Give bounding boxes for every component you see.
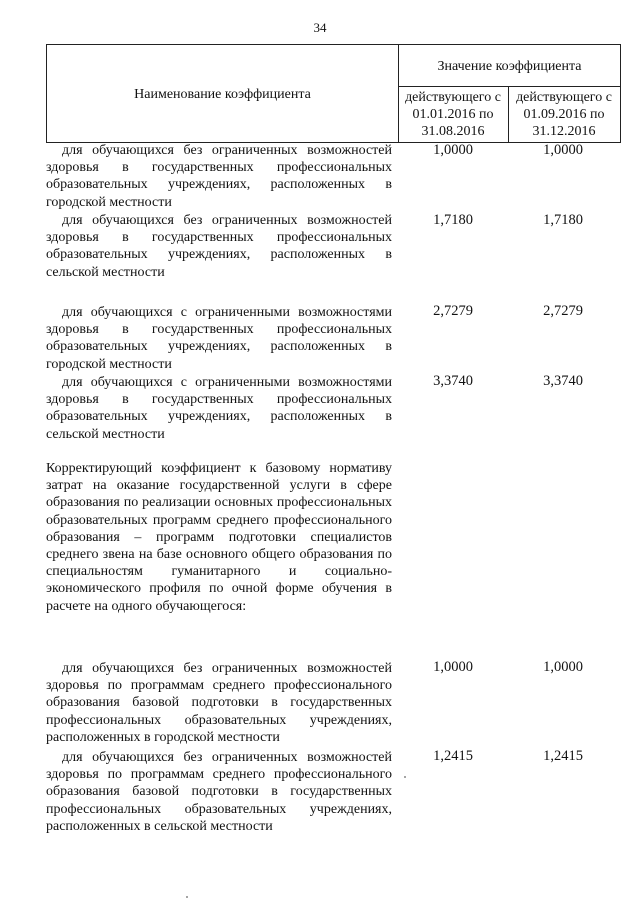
section-heading: Корректирующий коэффициент к базовому нормативу затрат на оказание государственной услуги в сфере образования по реализации основных профессиональных образовательных программ среднего профессионального образования – программ подготовки специалистов среднего звена на базе основного общего образования по специальностям гуманитарного и социально-экономического профиля по очной форме обучения в расчете на одного обучающегося: (46, 461, 392, 614)
row-name-4: для обучающихся с ограниченными возможностями здоровья в государственных профессиональных образовательных учреждениях, расположенных в сельской местности (46, 375, 392, 442)
row-name-3: для обучающихся с ограниченными возможностями здоровья в государственных профессиональных образовательных учреждениях, расположенных в городской местности (46, 305, 392, 372)
header-sub-col-1: действующего с 01.01.2016 по 31.08.2016 (405, 90, 501, 139)
header-sub-col-2: действующего с 01.09.2016 по 31.12.2016 (516, 90, 612, 139)
table-sub-col-border (508, 86, 509, 143)
row-name-6: для обучающихся без ограниченных возможностей здоровья по программам среднего профессионального образования базовой подготовки в государственных профессиональных образовательных учреждениях, расположенных в сельской местности (46, 750, 392, 834)
row-value-4b: 3,3740 (543, 373, 583, 389)
row-value-3a: 2,7279 (433, 303, 473, 319)
row-value-6a: 1,2415 (433, 748, 473, 764)
row-value-2b: 1,7180 (543, 212, 583, 228)
row-value-3b: 2,7279 (543, 303, 583, 319)
row-value-2a: 1,7180 (433, 212, 473, 228)
row-name-1: для обучающихся без ограниченных возможностей здоровья в государственных профессиональных образовательных учреждениях, расположенных в городской местности (46, 143, 392, 210)
page-number: 34 (313, 20, 327, 35)
row-value-1b: 1,0000 (543, 142, 583, 158)
row-value-5b: 1,0000 (543, 659, 583, 675)
row-name-2: для обучающихся без ограниченных возможностей здоровья в государственных профессиональных образовательных учреждениях, расположенных в сельской местности (46, 213, 392, 280)
header-value-col: Значение коэффициента (437, 59, 582, 74)
scan-speck (186, 896, 188, 898)
row-value-4a: 3,3740 (433, 373, 473, 389)
scan-speck (404, 776, 406, 778)
row-value-6b: 1,2415 (543, 748, 583, 764)
value-col-divider (398, 86, 621, 87)
header-name-col: Наименование коэффициента (134, 87, 311, 102)
table-top-border (46, 44, 621, 45)
row-value-5a: 1,0000 (433, 659, 473, 675)
row-name-5: для обучающихся без ограниченных возможностей здоровья по программам среднего профессионального образования базовой подготовки в государственных профессиональных образовательных учреждениях, расположенных в городской местности (46, 661, 392, 745)
row-value-1a: 1,0000 (433, 142, 473, 158)
table-right-border (620, 44, 621, 143)
